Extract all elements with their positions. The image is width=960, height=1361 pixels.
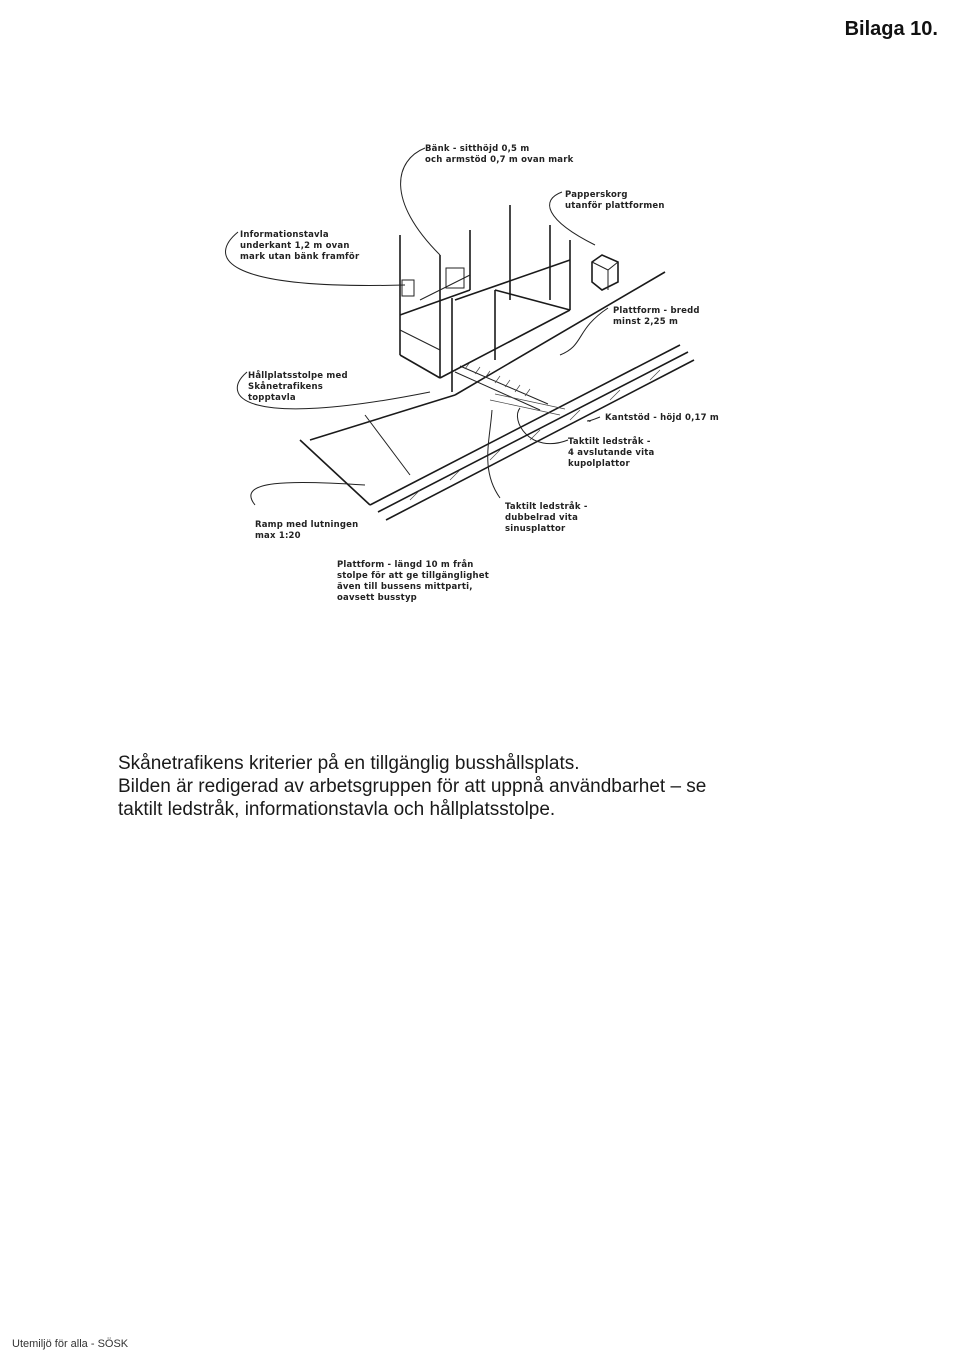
leader-lines <box>226 148 608 505</box>
caption-line-2: Bilden är redigerad av arbetsgruppen för att uppnå användbarhet – se <box>118 776 707 797</box>
shelter <box>400 205 570 378</box>
annotation-informationstavla: Informationstavla underkant 1,2 m ovan mark utan bänk framför <box>240 230 360 262</box>
annotation-papperskorg: Papperskorg utanför plattformen <box>565 190 665 211</box>
curb <box>370 345 694 520</box>
annotation-taktilt-sinus: Taktilt ledstråk - dubbelrad vita sinusplattor <box>505 502 588 534</box>
caption-line-3: taktilt ledstråk, informationstavla och hållplatsstolpe. <box>118 799 556 820</box>
waste-bin <box>592 255 618 290</box>
annotation-taktilt-kupol: Taktilt ledstråk - 4 avslutande vita kupolplattor <box>568 437 655 469</box>
annotation-kantstod: Kantstöd - höjd 0,17 m <box>605 413 719 423</box>
caption <box>118 752 878 821</box>
tactile-path <box>455 362 565 415</box>
annotation-bank: Bänk - sitthöjd 0,5 m och armstöd 0,7 m ovan mark <box>425 144 574 165</box>
caption-line-1: Skånetrafikens kriterier på en tillgänglig busshållsplats. <box>118 753 580 774</box>
page-label: Bilaga 10. <box>844 18 938 40</box>
footer: Utemiljö för alla - SÖSK <box>12 1338 129 1350</box>
annotation-ramp: Ramp med lutningen max 1:20 <box>255 520 359 541</box>
annotation-plattform-bredd: Plattform - bredd minst 2,25 m <box>613 306 700 327</box>
annotation-hallplatsstolpe: Hållplatsstolpe med Skånetrafikens topptavla <box>248 371 348 403</box>
annotation-plattform-langd: Plattform - längd 10 m från stolpe för att ge tillgänglighet även till bussens mittparti, oavsett busstyp <box>337 560 489 603</box>
